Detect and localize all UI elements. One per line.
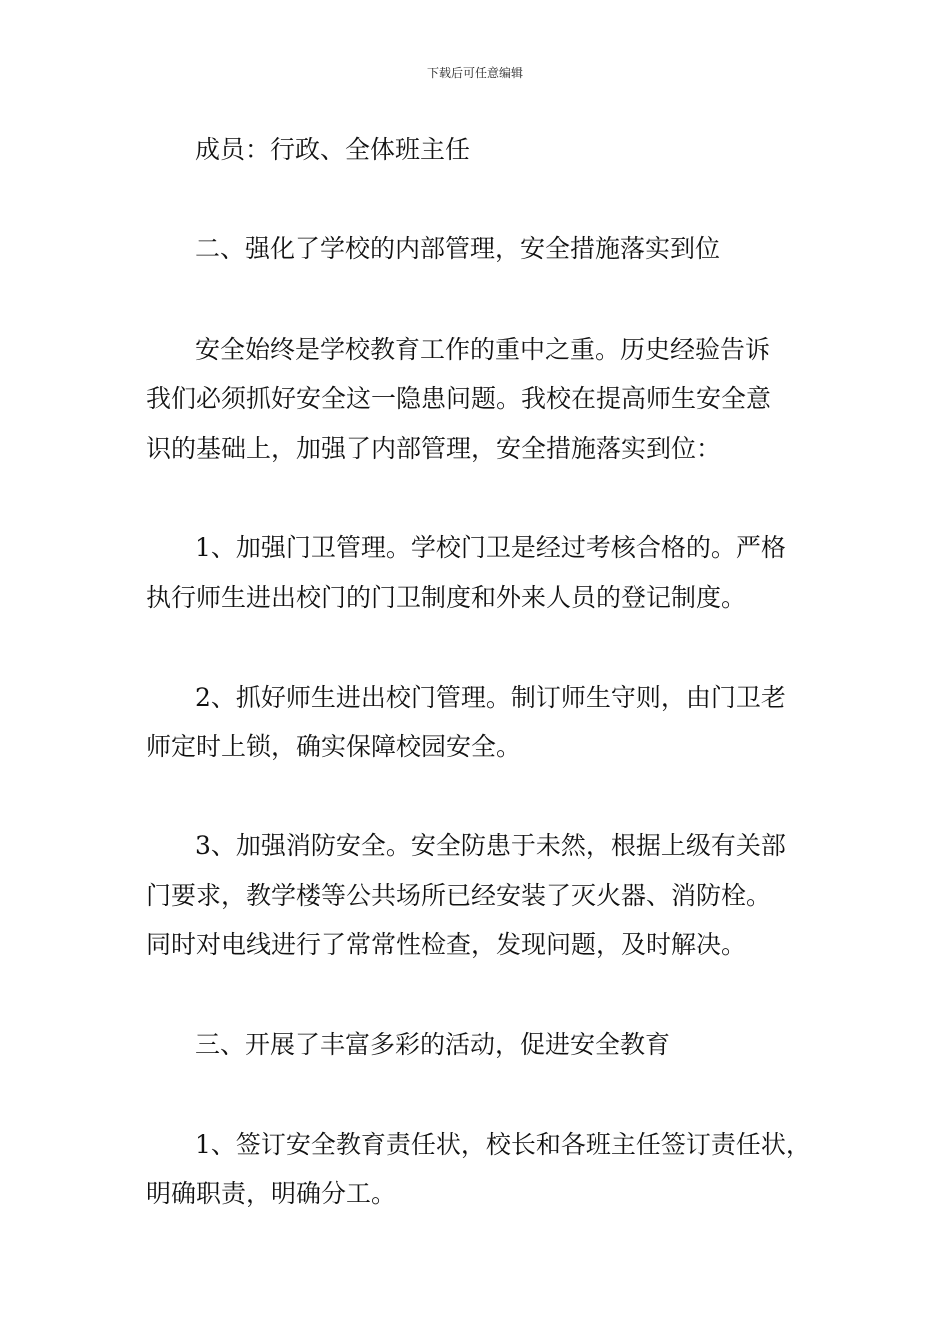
section-heading-2: 二、强化了学校的内部管理，安全措施落实到位 [195,234,721,263]
list-item-line: 1、加强门卫管理。学校门卫是经过考核合格的。严格 [195,533,786,562]
header-note: 下载后可任意编辑 [426,66,523,80]
list-item-line: 明确职责，明确分工。 [146,1179,397,1208]
list-item-line: 执行师生进出校门的门卫制度和外来人员的登记制度。 [146,583,747,612]
paragraph-members: 成员：行政、全体班主任 [195,135,471,164]
paragraph-line: 识的基础上，加强了内部管理，安全措施落实到位： [146,434,722,463]
paragraph-line: 我们必须抓好安全这一隐患问题。我校在提高师生安全意 [146,384,772,413]
list-item-line: 门要求，教学楼等公共场所已经安装了灭火器、消防栓。 [146,881,772,910]
list-item-line: 3、加强消防安全。安全防患于未然，根据上级有关部 [195,831,786,860]
list-item-line: 1、签订安全教育责任状，校长和各班主任签订责任状， [195,1130,811,1159]
section-heading-3: 三、开展了丰富多彩的活动，促进安全教育 [195,1030,671,1059]
list-item-line: 师定时上锁，确实保障校园安全。 [146,732,522,761]
list-item-line: 同时对电线进行了常常性检查，发现问题，及时解决。 [146,930,747,959]
paragraph-line: 安全始终是学校教育工作的重中之重。历史经验告诉 [195,335,771,364]
list-item-line: 2、抓好师生进出校门管理。制订师生守则，由门卫老 [195,683,786,712]
